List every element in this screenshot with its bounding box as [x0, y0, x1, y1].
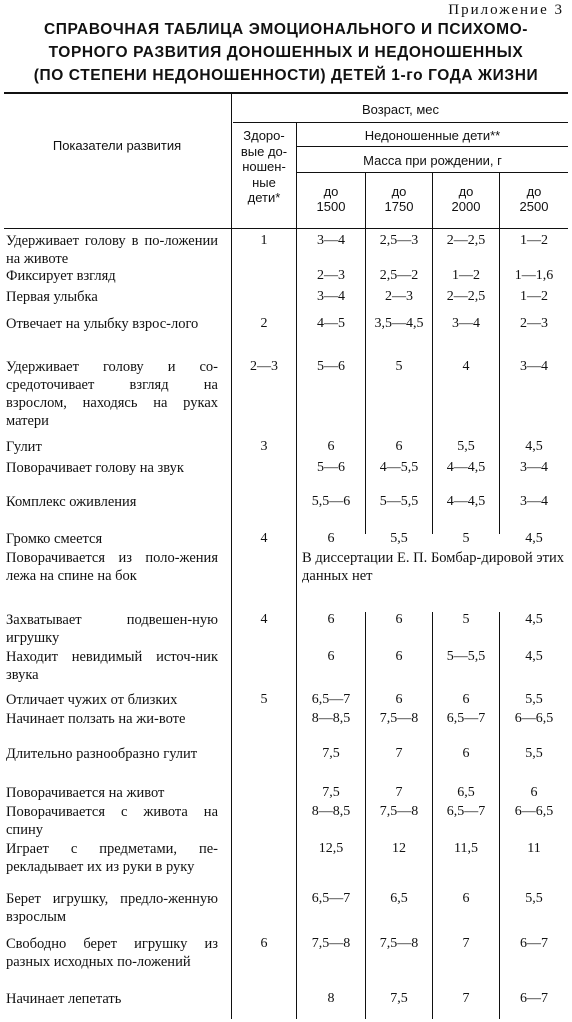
cell-value: 7,5—8: [379, 936, 419, 951]
cell-value: 6: [327, 531, 335, 546]
header-healthy-line: ные: [252, 174, 276, 190]
cell-value: 4—5: [317, 316, 345, 331]
header-birth-weight: Масса при рождении, г: [363, 153, 502, 168]
cell-value: 5—5,5: [446, 649, 486, 664]
appendix-label: Приложение 3: [448, 2, 564, 18]
row-indicator: Играет с предметами, пе-рекладывает их из руки в руку: [6, 841, 218, 875]
cell-value: 3—4: [317, 289, 345, 304]
row-indicator: Первая улыбка: [6, 289, 98, 305]
row-indicator: Поворачивает голову на звук: [6, 460, 184, 476]
row-indicator: Берет игрушку, предло-женную взрослым: [6, 891, 218, 925]
cell-value: 6: [327, 649, 335, 664]
cell-value: 6: [462, 746, 470, 761]
row-indicator: Поворачивается из поло-жения лежа на спине на бок: [6, 550, 218, 584]
header-weight-value: 1500: [316, 199, 346, 214]
header-healthy: [233, 128, 295, 206]
header-weight-prefix: до: [458, 184, 474, 199]
cell-value: 8—8,5: [311, 711, 351, 726]
cell-value: 6: [530, 785, 538, 800]
cell-value: 6: [395, 692, 403, 707]
cell-note: В диссертации Е. П. Бомбар-дировой этих данных нет: [302, 550, 564, 584]
header-weight-prefix: до: [323, 184, 339, 199]
cell-value: 2—2,5: [446, 289, 486, 304]
cell-value: 6: [395, 439, 403, 454]
cell-value: 3—4: [317, 233, 345, 248]
header-age: Возраст, мес: [361, 102, 440, 117]
header-weight-2500: [500, 184, 568, 214]
cell-value: 6,5—7: [446, 711, 486, 726]
cell-value: 4,5: [525, 531, 543, 546]
header-weight-prefix: до: [391, 184, 407, 199]
cell-value: 3,5—4,5: [374, 316, 424, 331]
cell-value: 4—5,5: [379, 460, 419, 475]
cell-value: 5,5: [390, 531, 408, 546]
body-rule-indicator: [231, 229, 232, 1019]
cell-value: 7,5: [322, 746, 340, 761]
row-indicator: Громко смеется: [6, 531, 103, 547]
cell-value: 5,5: [525, 891, 543, 906]
row-indicator: Отвечает на улыбку взрос-лого: [6, 316, 199, 332]
cell-value: 3—4: [452, 316, 480, 331]
cell-healthy: 4: [260, 612, 268, 627]
cell-value: 1—2: [520, 233, 548, 248]
cell-value: 5,5—6: [311, 494, 351, 509]
cell-value: 12: [392, 841, 406, 856]
row-indicator: Комплекс оживления: [6, 494, 137, 510]
cell-value: 3—4: [520, 460, 548, 475]
cell-value: 7,5—8: [311, 936, 351, 951]
row-indicator: Поворачивается на живот: [6, 785, 165, 801]
cell-value: 3—4: [520, 359, 548, 374]
cell-value: 5—6: [317, 460, 345, 475]
cell-value: 6: [327, 439, 335, 454]
header-weight-1500: [297, 184, 365, 214]
row-indicator: Удерживает голову и со-средоточивает взгляд на взрослом, находясь на руках матери: [6, 359, 218, 429]
cell-healthy: 2—3: [250, 359, 278, 374]
cell-value: 7: [395, 746, 403, 761]
cell-value: 2—3: [385, 289, 413, 304]
cell-value: 5,5: [457, 439, 475, 454]
cell-value: 7,5—8: [379, 804, 419, 819]
cell-value: 6—7: [520, 991, 548, 1006]
header-healthy-line: ношен-: [242, 159, 286, 174]
cell-value: 5: [462, 612, 470, 627]
cell-value: 7,5: [390, 991, 408, 1006]
title-line: СПРАВОЧНАЯ ТАБЛИЦА ЭМОЦИОНАЛЬНОГО И ПСИХОМО-: [43, 21, 529, 38]
header-weight-1750: [366, 184, 432, 214]
header-healthy-line: Здоро-: [243, 128, 285, 143]
age-rule: [233, 122, 568, 123]
cell-value: 2,5—3: [379, 233, 419, 248]
row-indicator: Начинает ползать на жи-воте: [6, 711, 186, 727]
header-weight-value: 2000: [451, 199, 481, 214]
cell-healthy: 3: [260, 439, 268, 454]
indicator-column-rule: [231, 94, 232, 229]
cell-value: 6: [395, 612, 403, 627]
cell-value: 1—2: [520, 289, 548, 304]
cell-value: 6: [462, 692, 470, 707]
row-indicator: Захватывает подвешен-ную игрушку: [6, 612, 218, 646]
cell-value: 6: [327, 612, 335, 627]
row-indicator: Находит невидимый источ-ник звука: [6, 649, 218, 683]
header-weight-value: 2500: [519, 199, 549, 214]
title-line: (ПО СТЕПЕНИ НЕДОНОШЕННОСТИ) ДЕТЕЙ 1-го ГОДА ЖИЗНИ: [33, 67, 539, 84]
cell-value: 6—6,5: [514, 711, 554, 726]
cell-value: 8—8,5: [311, 804, 351, 819]
header-premature: Недоношенные дети**: [364, 128, 501, 143]
cell-healthy: 6: [260, 936, 268, 951]
cell-value: 5: [462, 531, 470, 546]
cell-value: 7: [395, 785, 403, 800]
cell-healthy: 4: [260, 531, 268, 546]
header-indicators: Показатели развития: [52, 138, 182, 153]
cell-value: 4—4,5: [446, 494, 486, 509]
title-line: ТОРНОГО РАЗВИТИЯ ДОНОШЕННЫХ И НЕДОНОШЕННЫХ: [48, 44, 524, 61]
row-indicator: Удерживает голову в по-ложении на животе: [6, 233, 218, 267]
header-healthy-line: вые до-: [240, 143, 288, 159]
cell-value: 6—7: [520, 936, 548, 951]
top-rule: [4, 92, 568, 94]
cell-value: 6—6,5: [514, 804, 554, 819]
cell-value: 2—3: [520, 316, 548, 331]
cell-value: 4,5: [525, 439, 543, 454]
row-indicator: Свободно берет игрушку из разных исходных по-ложений: [6, 936, 218, 970]
cell-value: 4: [462, 359, 470, 374]
table-title: [6, 18, 566, 87]
premature-rule: [297, 146, 568, 147]
row-indicator: Отличает чужих от близких: [6, 692, 178, 708]
cell-value: 6,5—7: [311, 891, 351, 906]
cell-healthy: 1: [260, 233, 268, 248]
cell-value: 7: [462, 991, 470, 1006]
cell-value: 6,5—7: [446, 804, 486, 819]
cell-value: 7,5—8: [379, 711, 419, 726]
cell-value: 11: [527, 841, 541, 856]
row-indicator: Поворачивается с живота на спину: [6, 804, 218, 838]
cell-value: 5—5,5: [379, 494, 419, 509]
row-indicator: Гулит: [6, 439, 42, 455]
cell-value: 11,5: [454, 841, 478, 856]
cell-value: 6,5: [457, 785, 475, 800]
cell-value: 7: [462, 936, 470, 951]
cell-value: 12,5: [318, 841, 344, 856]
row-indicator: Длительно разнообразно гулит: [6, 746, 198, 762]
header-healthy-line: дети*: [247, 190, 281, 205]
cell-value: 5: [395, 359, 403, 374]
cell-value: 6: [395, 649, 403, 664]
cell-value: 5,5: [525, 746, 543, 761]
cell-value: 2,5—2: [379, 268, 419, 283]
row-indicator: Начинает лепетать: [6, 991, 122, 1007]
cell-healthy: 5: [260, 692, 268, 707]
header-weight-2000: [433, 184, 499, 214]
cell-value: 2—2,5: [446, 233, 486, 248]
cell-value: 4,5: [525, 612, 543, 627]
cell-value: 2—3: [317, 268, 345, 283]
cell-value: 5—6: [317, 359, 345, 374]
cell-value: 7,5: [322, 785, 340, 800]
cell-value: 1—1,6: [514, 268, 554, 283]
cell-value: 1—2: [452, 268, 480, 283]
row-indicator: Фиксирует взгляд: [6, 268, 116, 284]
cell-value: 6,5: [390, 891, 408, 906]
cell-value: 6: [462, 891, 470, 906]
header-weight-value: 1750: [384, 199, 414, 214]
cell-healthy: 2: [260, 316, 268, 331]
header-bottom-rule: [4, 228, 568, 229]
cell-value: 3—4: [520, 494, 548, 509]
cell-value: 8: [327, 991, 335, 1006]
cell-value: 5,5: [525, 692, 543, 707]
header-weight-prefix: до: [526, 184, 542, 199]
cell-value: 6,5—7: [311, 692, 351, 707]
cell-value: 4—4,5: [446, 460, 486, 475]
cell-value: 4,5: [525, 649, 543, 664]
